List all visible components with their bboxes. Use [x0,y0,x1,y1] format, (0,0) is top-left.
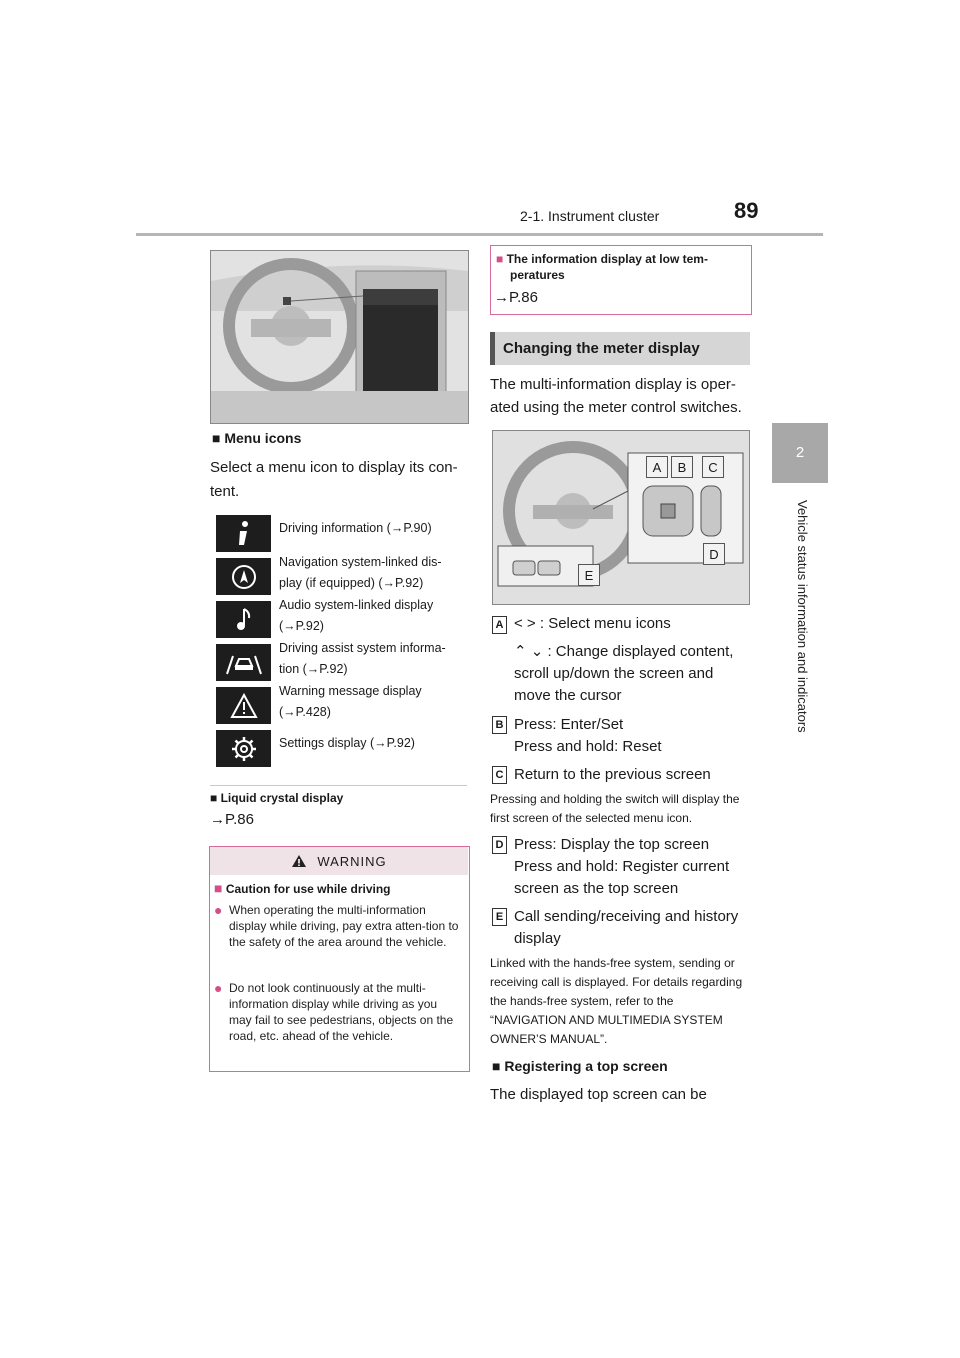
item-letter-c: C [492,766,507,784]
menu-item-label: Audio system-linked display (→P.92) [279,598,434,633]
callout-a: A [646,456,668,478]
gear-icon [216,730,271,767]
item-letter-d: D [492,836,507,854]
dashboard-illustration [210,250,469,424]
menu-item-label: Settings display (→P.92) [279,736,415,750]
bullet-dot-icon: ● [214,902,223,918]
item-letter-b: B [492,716,507,734]
note-e: Linked with the hands-free system, sending or receiving call is displayed. For details regarding the hands-free system, refer to the “NAVIGATION AND MULTIMEDIA SYSTEM OWNER’S MANUAL”. [490,956,743,1046]
menu-item-label: Warning message display (→P.428) [279,684,422,719]
menu-icons-heading: ■ Menu icons [212,430,302,446]
warning-subheading: ■ Caution for use while driving [214,880,391,896]
navigation-icon [216,558,271,595]
heading-accent-bar [490,332,495,365]
lcd-heading: ■ Liquid crystal display [210,791,344,805]
item-c-text: Return to the previous screen [514,766,711,783]
warning-bullet: ● Do not look continuously at the multi-information display while driving as you may fail to see pedestrians, objects on the road, etc. ahead of the vehicle. [214,980,454,1043]
callout-d: D [703,543,725,565]
low-temp-heading: ■ The information display at low tem- peratures [496,252,708,282]
callout-e: E [578,564,600,586]
menu-item-label: Navigation system-linked dis- play (if equipped) (→P.92) [279,555,442,590]
driving-assist-icon [216,644,271,681]
warning-triangle-icon [291,854,307,868]
section-title: 2-1. Instrument cluster [520,208,660,224]
warning-bullet: ● When operating the multi-information display while driving, pay extra atten-tion to the safety of the area around the vehicle. [214,902,459,949]
page-number: 89 [734,198,759,223]
item-b-text: Press: Enter/Set Press and hold: Reset [514,716,662,755]
dashboard-drawing [211,251,468,423]
music-note-icon [216,601,271,638]
square-bullet-icon: ■ [210,791,218,805]
chapter-label: Vehicle status information and indicators [795,500,810,733]
warning-triangle-icon [216,687,271,724]
square-bullet-icon: ■ [492,1058,501,1074]
square-bullet-icon: ■ [212,430,221,446]
chapter-tab: 2 [772,423,828,483]
register-heading: ■ Registering a top screen [492,1058,668,1074]
item-d-text: Press: Display the top screen Press and hold: Register current screen as the top screen [514,836,730,897]
callout-c: C [702,456,724,478]
item-letter-e: E [492,908,507,926]
register-text: The displayed top screen can be [490,1086,707,1103]
note-c: Pressing and holding the switch will display the first screen of the selected menu icon. [490,792,740,825]
bullet-dot-icon: ● [214,980,223,996]
header-divider [136,233,823,236]
low-temp-reference-link[interactable]: →P.86 [494,289,538,306]
section-heading: Changing the meter display [490,332,750,365]
warning-header: WARNING [210,847,468,875]
callout-b: B [671,456,693,478]
item-e-text: Call sending/receiving and history display [514,908,739,947]
menu-icons-intro: Select a menu icon to display its con-tent. [210,459,458,500]
meter-intro: The multi-information display is oper-ated using the meter control switches. [490,376,742,416]
section-divider [210,785,467,786]
info-icon [216,515,271,552]
item-a-text: < > : Select menu icons ⌃ ⌄ : Change displayed content, scroll up/down the screen and move the cursor [514,615,734,704]
item-letter-a: A [492,616,507,634]
square-bullet-icon: ■ [214,880,223,896]
menu-item-label: Driving assist system informa- tion (→P.92) [279,641,446,676]
square-bullet-icon: ■ [496,252,504,266]
menu-item-label: Driving information (→P.90) [279,521,432,535]
lcd-reference-link[interactable]: →P.86 [210,811,254,828]
